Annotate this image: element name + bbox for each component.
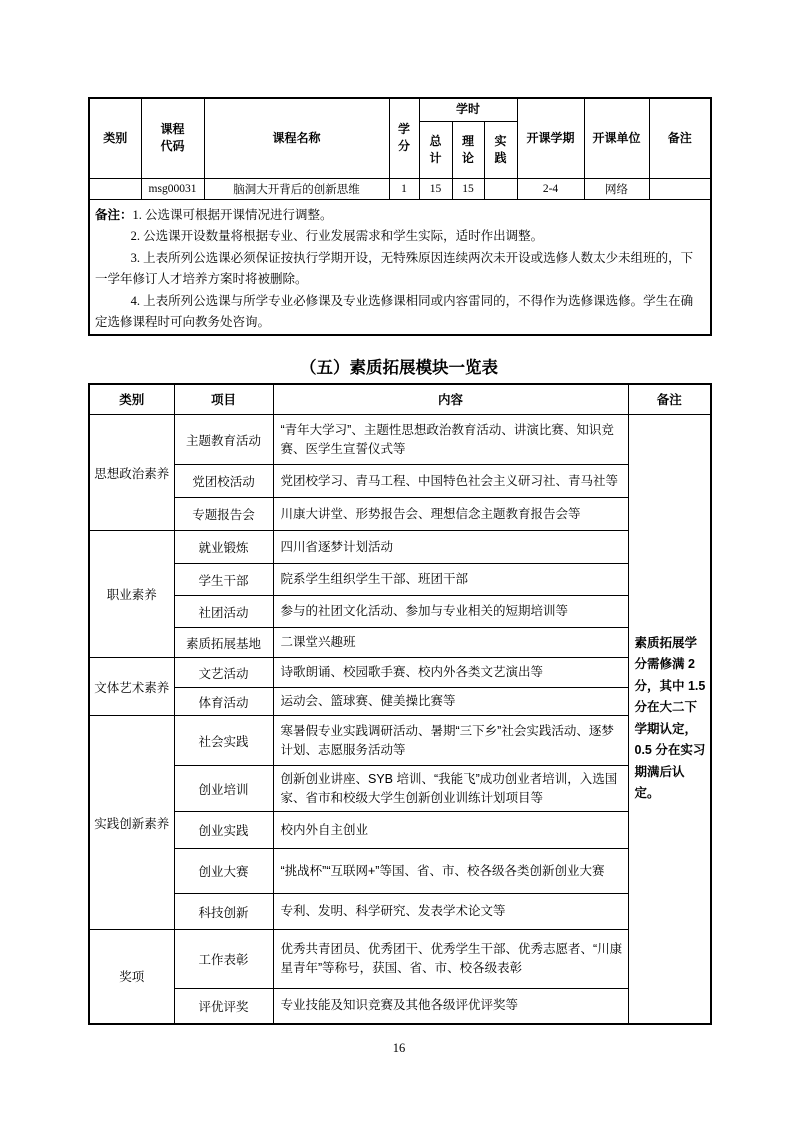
- note-item-3: 3. 上表所列公选课必须保证按执行学期开设，无特殊原因连续两次未开设或选修人数太少未组班的，下一学年修订人才培养方案时将被删除。: [95, 250, 694, 286]
- table-row: [89, 531, 711, 564]
- cell-course-code: msg00031: [141, 178, 204, 199]
- th-unit: 开课单位: [584, 98, 649, 178]
- th-hours-practice-label: 实践: [494, 133, 507, 165]
- item-cell: 党团校活动: [174, 465, 273, 498]
- cell-semester: 2-4: [517, 178, 584, 199]
- th-course-code: [141, 98, 204, 178]
- table-row: [89, 894, 711, 930]
- th2-remark: 备注: [628, 384, 711, 415]
- notes: [89, 199, 711, 335]
- content-cell: 参与的社团文化活动、参加与专业相关的短期培训等: [273, 596, 628, 628]
- table-row: [89, 716, 711, 766]
- section-title: （五）素质拓展模块一览表: [300, 358, 498, 377]
- table-row: [89, 628, 711, 658]
- table-row: [89, 989, 711, 1024]
- note-item-4: 4. 上表所列公选课与所学专业必修课及专业选修课相同或内容雷同的，不得作为选修课选修。学生在确定选修课程时可向教务处咨询。: [95, 293, 694, 329]
- cell-hours-theory: 15: [452, 178, 484, 199]
- item-cell: 创业实践: [174, 812, 273, 849]
- cell-course-name: 脑洞大开背后的创新思维: [204, 178, 389, 199]
- th-hours-total: [419, 121, 452, 178]
- th-hours-theory-label: 理论: [461, 133, 474, 165]
- item-cell: 素质拓展基地: [174, 628, 273, 658]
- cell-hours-practice: [484, 178, 517, 199]
- item-cell: 文艺活动: [174, 658, 273, 688]
- item-cell: 学生干部: [174, 564, 273, 596]
- notes-label: 备注：: [95, 207, 133, 222]
- content-cell: 校内外自主创业: [273, 812, 628, 849]
- note-line-1: [95, 205, 701, 227]
- content-cell: 运动会、篮球赛、健美操比赛等: [273, 688, 628, 716]
- category-career: 职业素养: [89, 531, 174, 658]
- course-table-header-row-1: [89, 98, 711, 121]
- content-cell: 优秀共青团员、优秀团干、优秀学生干部、优秀志愿者、“川康星青年”等称号，获国、省、市、校各级表彰: [273, 930, 628, 989]
- page-number: 16: [392, 1040, 406, 1055]
- item-cell: 社团活动: [174, 596, 273, 628]
- course-row: [89, 178, 711, 199]
- course-table-notes-row: [89, 199, 711, 335]
- th-credits: [389, 98, 419, 178]
- th-hours-theory: [452, 121, 484, 178]
- content-cell: 寒暑假专业实践调研活动、暑期“三下乡”社会实践活动、逐梦计划、志愿服务活动等: [273, 716, 628, 766]
- item-cell: 工作表彰: [174, 930, 273, 989]
- item-cell: 评优评奖: [174, 989, 273, 1024]
- content-cell: 创新创业讲座、SYB 培训、“我能飞”成功创业者培训，入选国家、省市和校级大学生创新创业训练计划项目等: [273, 766, 628, 812]
- table-row: [89, 596, 711, 628]
- th2-content: 内容: [273, 384, 628, 415]
- content-cell: 专业技能及知识竞赛及其他各级评优评奖等: [273, 989, 628, 1024]
- category-practice-innovation: 实践创新素养: [89, 716, 174, 930]
- quality-table: [88, 383, 712, 1025]
- table-row: [89, 658, 711, 688]
- item-cell: 专题报告会: [174, 498, 273, 531]
- th2-item: 项目: [174, 384, 273, 415]
- table-row: [89, 415, 711, 465]
- content-cell: “青年大学习”、主题性思想政治教育活动、讲演比赛、知识竞赛、医学生宣誓仪式等: [273, 415, 628, 465]
- th-category: 类别: [89, 98, 141, 178]
- content-cell: 四川省逐梦计划活动: [273, 531, 628, 564]
- item-cell: 体育活动: [174, 688, 273, 716]
- th-credits-label: 学分: [397, 122, 410, 154]
- th-semester: 开课学期: [517, 98, 584, 178]
- table-row: [89, 849, 711, 894]
- content-cell: 党团校学习、青马工程、中国特色社会主义研习社、青马社等: [273, 465, 628, 498]
- item-cell: 社会实践: [174, 716, 273, 766]
- item-cell: 科技创新: [174, 894, 273, 930]
- category-ideological: 思想政治素养: [89, 415, 174, 531]
- table-row: [89, 766, 711, 812]
- table-row: [89, 930, 711, 989]
- cell-unit: 网络: [584, 178, 649, 199]
- quality-table-header-row: [89, 384, 711, 415]
- content-cell: 专利、发明、科学研究、发表学术论文等: [273, 894, 628, 930]
- th-course-name: 课程名称: [204, 98, 389, 178]
- category-awards: 奖项: [89, 930, 174, 1024]
- cell-credits: 1: [389, 178, 419, 199]
- cell-category: [89, 178, 141, 199]
- item-cell: 创业大赛: [174, 849, 273, 894]
- table-row: [89, 465, 711, 498]
- th-remark: 备注: [649, 98, 711, 178]
- item-cell: 主题教育活动: [174, 415, 273, 465]
- course-table: [88, 97, 712, 336]
- content-cell: “挑战杯”“互联网+”等国、省、市、校各级各类创新创业大赛: [273, 849, 628, 894]
- th-hours-group: 学时: [419, 98, 517, 121]
- item-cell: 创业培训: [174, 766, 273, 812]
- table-row: [89, 688, 711, 716]
- quality-remark: 素质拓展学分需修满 2 分，其中 1.5 分在大二下学期认定，0.5 分在实习期满后认定。: [628, 415, 711, 1024]
- cell-hours-total: 15: [419, 178, 452, 199]
- table-row: [89, 564, 711, 596]
- th-hours-practice: [484, 121, 517, 178]
- table-row: [89, 498, 711, 531]
- th-course-code-label: 课程代码: [160, 122, 185, 154]
- item-cell: 就业锻炼: [174, 531, 273, 564]
- table-row: [89, 812, 711, 849]
- th-hours-total-label: 总计: [429, 133, 442, 165]
- content-cell: 川康大讲堂、形势报告会、理想信念主题教育报告会等: [273, 498, 628, 531]
- content-cell: 院系学生组织学生干部、班团干部: [273, 564, 628, 596]
- note-item-2: 2. 公选课开设数量将根据专业、行业发展需求和学生实际，适时作出调整。: [130, 229, 544, 243]
- content-cell: 诗歌朗诵、校园歌手赛、校内外各类文艺演出等: [273, 658, 628, 688]
- category-arts-sports: 文体艺术素养: [89, 658, 174, 716]
- cell-remark: [649, 178, 711, 199]
- note-item-1: 1. 公选课可根据开课情况进行调整。: [132, 207, 333, 222]
- content-cell: 二课堂兴趣班: [273, 628, 628, 658]
- th2-category: 类别: [89, 384, 174, 415]
